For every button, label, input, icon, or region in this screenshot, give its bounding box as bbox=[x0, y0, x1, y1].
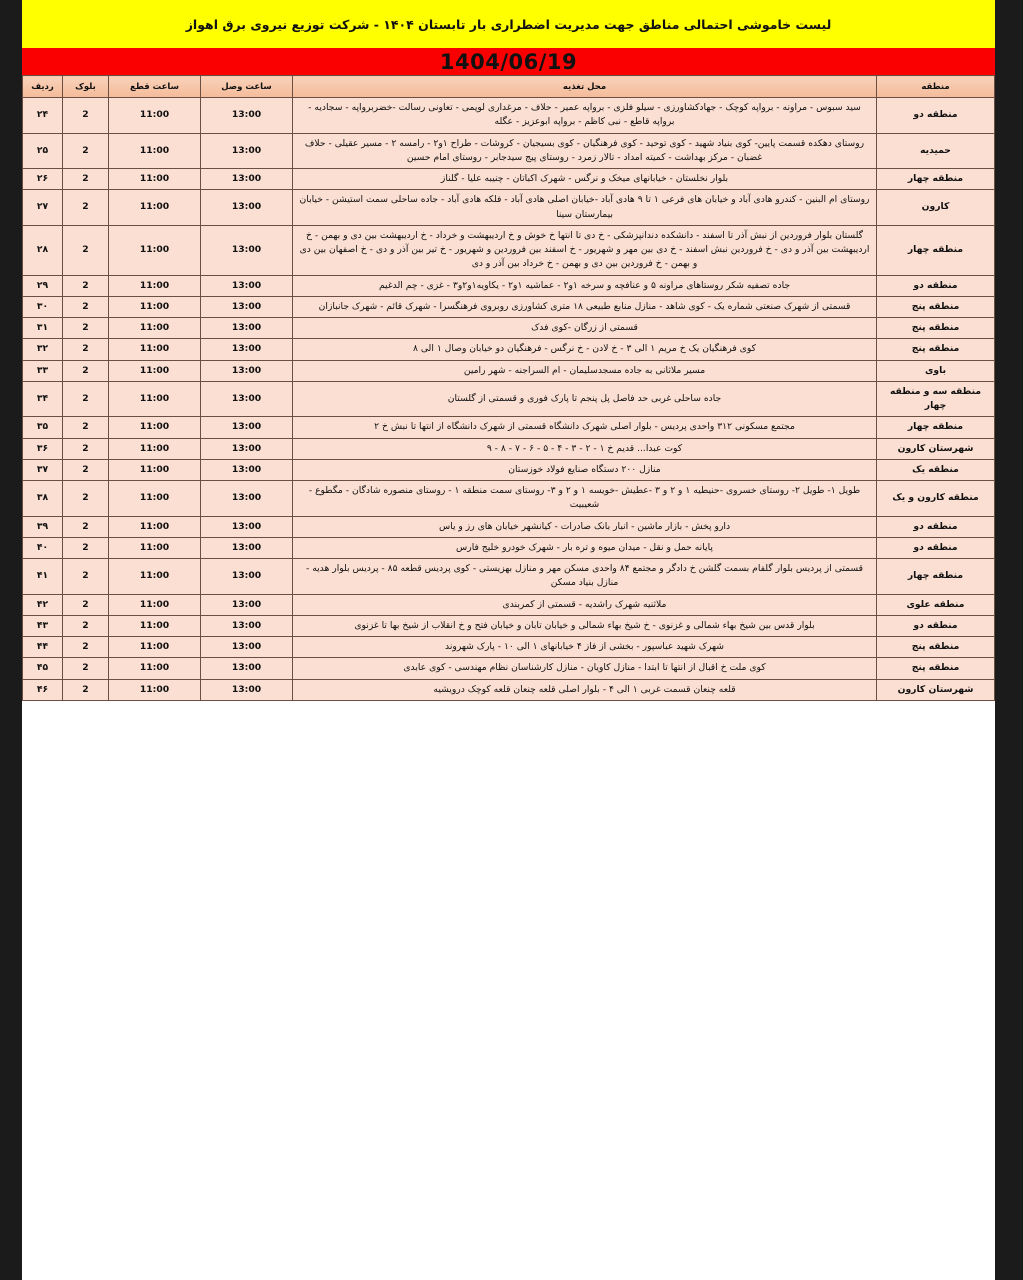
cell-region: منطقه دو bbox=[877, 516, 995, 537]
cell-block: 2 bbox=[63, 679, 109, 700]
cell-off-time: 11:00 bbox=[109, 658, 201, 679]
table-row bbox=[23, 537, 995, 558]
cell-region: منطقه سه و منطقه چهار bbox=[877, 381, 995, 417]
banner-title-text: لیست خاموشی احتمالی مناطق جهت مدیریت اضطراری بار تابستان ۱۴۰۴ - شرکت توزیع نیروی برق اهواز bbox=[185, 16, 832, 32]
table-head bbox=[23, 76, 995, 98]
cell-on-time: 13:00 bbox=[201, 275, 293, 296]
table-row bbox=[23, 417, 995, 438]
cell-off-time: 11:00 bbox=[109, 459, 201, 480]
cell-off-time: 11:00 bbox=[109, 318, 201, 339]
cell-index: ۳۷ bbox=[23, 459, 63, 480]
cell-region: باوی bbox=[877, 360, 995, 381]
cell-off-time: 11:00 bbox=[109, 381, 201, 417]
column-header-on-time: ساعت وصل bbox=[201, 76, 293, 98]
cell-block: 2 bbox=[63, 615, 109, 636]
outage-table bbox=[22, 75, 995, 701]
cell-region: منطقه دو bbox=[877, 537, 995, 558]
cell-off-time: 11:00 bbox=[109, 417, 201, 438]
cell-on-time: 13:00 bbox=[201, 459, 293, 480]
table-row bbox=[23, 438, 995, 459]
cell-region: حمیدیه bbox=[877, 133, 995, 169]
cell-off-time: 11:00 bbox=[109, 133, 201, 169]
cell-on-time: 13:00 bbox=[201, 559, 293, 595]
cell-region: منطقه چهار bbox=[877, 169, 995, 190]
cell-on-time: 13:00 bbox=[201, 190, 293, 226]
cell-off-time: 11:00 bbox=[109, 481, 201, 517]
table-row bbox=[23, 559, 995, 595]
table-row bbox=[23, 360, 995, 381]
table-row bbox=[23, 381, 995, 417]
cell-index: ۲۴ bbox=[23, 98, 63, 134]
cell-block: 2 bbox=[63, 594, 109, 615]
cell-on-time: 13:00 bbox=[201, 417, 293, 438]
cell-on-time: 13:00 bbox=[201, 481, 293, 517]
cell-region: منطقه چهار bbox=[877, 417, 995, 438]
cell-region: منطقه چهار bbox=[877, 225, 995, 275]
table-row bbox=[23, 225, 995, 275]
cell-off-time: 11:00 bbox=[109, 169, 201, 190]
cell-block: 2 bbox=[63, 459, 109, 480]
table-row bbox=[23, 637, 995, 658]
cell-place: کوی فرهنگیان یک خ مریم ۱ الی ۳ - خ لادن - خ نرگس - فرهنگیان دو خیابان وصال ۱ الی ۸ bbox=[293, 339, 877, 360]
cell-place: کوت عبدا... قدیم خ ۱ - ۲ - ۳ - ۴ - ۵ - ۶ - ۷ - ۸ - ۹ bbox=[293, 438, 877, 459]
banner-date-text: 1404/06/19 bbox=[439, 49, 578, 74]
cell-on-time: 13:00 bbox=[201, 133, 293, 169]
cell-on-time: 13:00 bbox=[201, 594, 293, 615]
table-header-row bbox=[23, 76, 995, 98]
cell-region: منطقه پنج bbox=[877, 296, 995, 317]
cell-off-time: 11:00 bbox=[109, 339, 201, 360]
table-row bbox=[23, 615, 995, 636]
cell-index: ۳۱ bbox=[23, 318, 63, 339]
cell-off-time: 11:00 bbox=[109, 679, 201, 700]
table-row bbox=[23, 133, 995, 169]
table-row bbox=[23, 339, 995, 360]
cell-on-time: 13:00 bbox=[201, 537, 293, 558]
cell-on-time: 13:00 bbox=[201, 169, 293, 190]
cell-block: 2 bbox=[63, 658, 109, 679]
cell-index: ۴۴ bbox=[23, 637, 63, 658]
cell-block: 2 bbox=[63, 537, 109, 558]
cell-off-time: 11:00 bbox=[109, 275, 201, 296]
cell-off-time: 11:00 bbox=[109, 360, 201, 381]
cell-region: منطقه پنج bbox=[877, 318, 995, 339]
table-row bbox=[23, 594, 995, 615]
cell-on-time: 13:00 bbox=[201, 438, 293, 459]
cell-place: دارو پخش - بازار ماشین - انبار بانک صادرات - کیانشهر خیابان های رز و یاس bbox=[293, 516, 877, 537]
cell-place: جاده ساحلی غربی حد فاصل پل پنجم تا پارک فوری و قسمتی از گلستان bbox=[293, 381, 877, 417]
cell-index: ۳۹ bbox=[23, 516, 63, 537]
cell-block: 2 bbox=[63, 438, 109, 459]
banner-date bbox=[22, 48, 995, 75]
cell-off-time: 11:00 bbox=[109, 190, 201, 226]
cell-on-time: 13:00 bbox=[201, 98, 293, 134]
cell-index: ۴۰ bbox=[23, 537, 63, 558]
table-row bbox=[23, 658, 995, 679]
cell-block: 2 bbox=[63, 417, 109, 438]
cell-on-time: 13:00 bbox=[201, 339, 293, 360]
cell-place: قلعه چنعان قسمت غربی ۱ الی ۴ - بلوار اصلی قلعه چنعان قلعه کوچک درویشیه bbox=[293, 679, 877, 700]
cell-block: 2 bbox=[63, 98, 109, 134]
cell-index: ۲۹ bbox=[23, 275, 63, 296]
cell-off-time: 11:00 bbox=[109, 98, 201, 134]
cell-place: سید سبوس - مراونه - برواپه کوچک - جهادکشاورزی - سیلو فلزی - برواپه عمیر - حلاف - مرغداری لوپمی - تعاونی رسالت -خضربرواپه - سجادیه - برواپه قاطع - نبی کاظم - برواپه ابوعزیز - عگله bbox=[293, 98, 877, 134]
cell-on-time: 13:00 bbox=[201, 296, 293, 317]
cell-index: ۴۱ bbox=[23, 559, 63, 595]
cell-region: منطقه دو bbox=[877, 615, 995, 636]
cell-index: ۴۳ bbox=[23, 615, 63, 636]
cell-on-time: 13:00 bbox=[201, 360, 293, 381]
cell-index: ۲۶ bbox=[23, 169, 63, 190]
table-row bbox=[23, 98, 995, 134]
outage-schedule-sheet bbox=[22, 0, 995, 1280]
column-header-block: بلوک bbox=[63, 76, 109, 98]
cell-region: شهرستان کارون bbox=[877, 679, 995, 700]
table-row bbox=[23, 296, 995, 317]
column-header-off-time: ساعت قطع bbox=[109, 76, 201, 98]
cell-index: ۳۵ bbox=[23, 417, 63, 438]
cell-block: 2 bbox=[63, 169, 109, 190]
cell-off-time: 11:00 bbox=[109, 296, 201, 317]
cell-region: منطقه دو bbox=[877, 275, 995, 296]
cell-region: منطقه چهار bbox=[877, 559, 995, 595]
cell-place: مجتمع مسکونی ۳۱۲ واحدی پردیس - بلوار اصلی شهرک دانشگاه قسمتی از شهرک دانشگاه از انتها تا نبش خ ۲ bbox=[293, 417, 877, 438]
table-row bbox=[23, 275, 995, 296]
column-header-place: محل تغذیه bbox=[293, 76, 877, 98]
cell-index: ۳۸ bbox=[23, 481, 63, 517]
table-row bbox=[23, 679, 995, 700]
cell-place: گلستان بلوار فروردین از نبش آذر تا اسفند - دانشکده دندانپزشکی - خ دی تا انتها خ خوش و خ اردیبهشت و خرداد - خ اردیبهشت بین دی و بهمن - خ اردیبهشت بین آذر و دی - خ فروردین نبش اسفند - خ دی بین مهر و شهریور - خ اسفند بین فروردین و شهریور - خ تیر بین آذر و دی - خ اصفهان بین دی و بهمن - خ فروردین بین دی و بهمن - خ خرداد بین آذر و دی bbox=[293, 225, 877, 275]
cell-off-time: 11:00 bbox=[109, 637, 201, 658]
cell-block: 2 bbox=[63, 559, 109, 595]
cell-index: ۴۶ bbox=[23, 679, 63, 700]
cell-off-time: 11:00 bbox=[109, 225, 201, 275]
cell-off-time: 11:00 bbox=[109, 516, 201, 537]
cell-off-time: 11:00 bbox=[109, 537, 201, 558]
cell-index: ۳۰ bbox=[23, 296, 63, 317]
cell-block: 2 bbox=[63, 381, 109, 417]
cell-place: قسمتی از زرگان -کوی فدک bbox=[293, 318, 877, 339]
cell-place: روستای دهکده قسمت پایین- کوی بنیاد شهید - کوی توحید - کوی فرهنگیان - کوی بسیجیان - کروشات - طراح ۱و۲ - رامسه ۲ - مسیر عقیلی - حلاف غضبان - مرکز بهداشت - کمیته امداد - تالار زمرد - روستای پیج سیدجابر - روستای امام حسین bbox=[293, 133, 877, 169]
cell-region: منطقه پنج bbox=[877, 658, 995, 679]
cell-index: ۴۵ bbox=[23, 658, 63, 679]
cell-index: ۳۲ bbox=[23, 339, 63, 360]
table-row bbox=[23, 169, 995, 190]
cell-block: 2 bbox=[63, 360, 109, 381]
cell-on-time: 13:00 bbox=[201, 318, 293, 339]
table-row bbox=[23, 516, 995, 537]
cell-block: 2 bbox=[63, 133, 109, 169]
banner-title bbox=[22, 0, 995, 48]
cell-index: ۴۲ bbox=[23, 594, 63, 615]
cell-block: 2 bbox=[63, 318, 109, 339]
cell-block: 2 bbox=[63, 637, 109, 658]
cell-place: جاده تصفیه شکر روستاهای مراونه ۵ و عنافچه و سرخه ۱و۲ - عماشیه ۱و۲ - یکاویه۱و۲و۳ - غزی - چم الدغیم bbox=[293, 275, 877, 296]
cell-index: ۳۳ bbox=[23, 360, 63, 381]
cell-place: طویل ۱- طویل ۲- روستای خسروی -حنیطیه ۱ و ۲ و ۳ -عطیش -خویسه ۱ و ۲ و ۳- روستای سمت منطقه ۱ - روستای منصوره شادگان - مگطوع - شعیبیت bbox=[293, 481, 877, 517]
cell-on-time: 13:00 bbox=[201, 679, 293, 700]
cell-region: کارون bbox=[877, 190, 995, 226]
cell-index: ۲۸ bbox=[23, 225, 63, 275]
cell-place: بلوار قدس بین شیخ بهاء شمالی و غزنوی - خ شیخ بهاء شمالی و خیابان تابان و خیابان فتح و خ انقلاب از شیخ بها تا غزنوی bbox=[293, 615, 877, 636]
cell-region: منطقه یک bbox=[877, 459, 995, 480]
cell-on-time: 13:00 bbox=[201, 615, 293, 636]
cell-index: ۲۵ bbox=[23, 133, 63, 169]
cell-block: 2 bbox=[63, 275, 109, 296]
cell-place: ملاثنیه شهرک راشدیه - قسمتی از کمربندی bbox=[293, 594, 877, 615]
cell-place: روستای ام البنین - کندرو هادی آباد و خیابان های فرعی ۱ تا ۹ هادی آباد -خیابان اصلی هادی آباد - فلکه هادی آباد - جاده ساحلی سمت استیشن - خیابان بیمارستان سینا bbox=[293, 190, 877, 226]
cell-region: منطقه علوی bbox=[877, 594, 995, 615]
table-row bbox=[23, 481, 995, 517]
cell-place: مسیر ملاثانی به جاده مسجدسلیمان - ام السراجنه - شهر رامین bbox=[293, 360, 877, 381]
column-header-index: ردیف bbox=[23, 76, 63, 98]
cell-off-time: 11:00 bbox=[109, 438, 201, 459]
cell-off-time: 11:00 bbox=[109, 594, 201, 615]
column-header-region: منطقه bbox=[877, 76, 995, 98]
table-row bbox=[23, 459, 995, 480]
cell-place: منازل ۲۰۰ دستگاه صنایع فولاد خوزستان bbox=[293, 459, 877, 480]
cell-block: 2 bbox=[63, 225, 109, 275]
cell-region: شهرستان کارون bbox=[877, 438, 995, 459]
cell-place: بلوار نخلستان - خیابانهای میخک و نرگس - شهرک اکباتان - چنیبه علیا - گلناز bbox=[293, 169, 877, 190]
cell-on-time: 13:00 bbox=[201, 658, 293, 679]
table-row bbox=[23, 318, 995, 339]
cell-index: ۲۷ bbox=[23, 190, 63, 226]
cell-place: پایانه حمل و نقل - میدان میوه و تره بار - شهرک خودرو خلیج فارس bbox=[293, 537, 877, 558]
cell-region: منطقه پنج bbox=[877, 339, 995, 360]
cell-region: منطقه پنج bbox=[877, 637, 995, 658]
cell-block: 2 bbox=[63, 296, 109, 317]
cell-index: ۳۶ bbox=[23, 438, 63, 459]
cell-place: کوی ملت خ اقبال از انتها تا ابتدا - منازل کاویان - منازل کارشناسان نظام مهندسی - کوی عابدی bbox=[293, 658, 877, 679]
cell-block: 2 bbox=[63, 190, 109, 226]
cell-index: ۳۴ bbox=[23, 381, 63, 417]
cell-on-time: 13:00 bbox=[201, 637, 293, 658]
table-body bbox=[23, 98, 995, 701]
cell-place: شهرک شهید عباسپور - بخشی از فاز ۴ خیابانهای ۱ الی ۱۰ - پارک شهروند bbox=[293, 637, 877, 658]
cell-place: قسمتی از شهرک صنعتی شماره یک - کوی شاهد - منازل منابع طبیعی ۱۸ متری کشاورزی روبروی فرهنگسرا - شهرک قائم - شهرک جانبازان bbox=[293, 296, 877, 317]
cell-region: منطقه کارون و یک bbox=[877, 481, 995, 517]
cell-on-time: 13:00 bbox=[201, 516, 293, 537]
cell-off-time: 11:00 bbox=[109, 559, 201, 595]
cell-block: 2 bbox=[63, 516, 109, 537]
cell-on-time: 13:00 bbox=[201, 225, 293, 275]
cell-region: منطقه دو bbox=[877, 98, 995, 134]
cell-block: 2 bbox=[63, 339, 109, 360]
cell-place: قسمتی از پردیس بلوار گلفام بسمت گلشن خ دادگر و مجتمع ۸۴ واحدی مسکن مهر و منازل بهزیستی - کوی پردیس قطعه ۸۵ - پردیس بلوار هدیه - منازل بنیاد مسکن bbox=[293, 559, 877, 595]
cell-off-time: 11:00 bbox=[109, 615, 201, 636]
cell-on-time: 13:00 bbox=[201, 381, 293, 417]
table-row bbox=[23, 190, 995, 226]
cell-block: 2 bbox=[63, 481, 109, 517]
